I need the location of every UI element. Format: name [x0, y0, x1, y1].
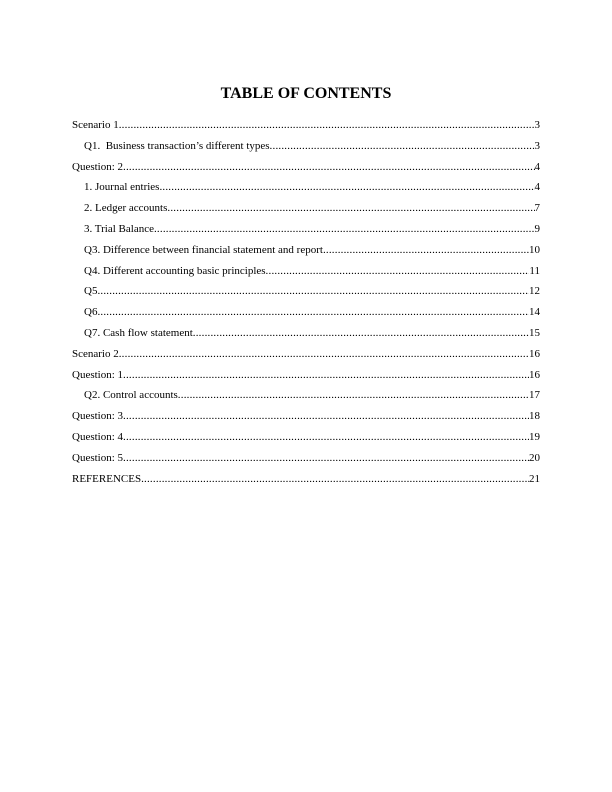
toc-entry[interactable] [72, 385, 540, 406]
toc-dot-leader [123, 427, 529, 448]
toc-entry[interactable] [72, 177, 540, 198]
toc-entry-text: 1. Journal entries [84, 181, 160, 194]
toc-page-number: 18 [529, 410, 540, 423]
toc-entry[interactable] [72, 427, 540, 448]
toc-dot-leader [193, 323, 529, 344]
toc-page-number: 16 [529, 368, 540, 381]
toc-entry-text: REFERENCES [72, 472, 142, 485]
toc-entry-text: Q1. Business transaction’s different types [84, 139, 270, 152]
toc-dot-leader [97, 302, 529, 323]
toc-list [72, 115, 540, 489]
toc-entry-text: Q3. Difference between financial statement and report [84, 243, 323, 256]
toc-dot-leader [97, 281, 529, 302]
toc-page-number: 20 [529, 451, 540, 464]
toc-entry[interactable] [72, 469, 540, 490]
toc-entry-text: Q5 [84, 285, 98, 298]
toc-page-number: 7 [534, 202, 540, 215]
toc-entry[interactable] [72, 448, 540, 469]
toc-entry-text: 2. Ledger accounts [84, 202, 168, 215]
toc-dot-leader [123, 157, 534, 178]
toc-entry-text: 3. Trial Balance [84, 222, 154, 235]
toc-page-number: 4 [534, 160, 540, 173]
toc-entry[interactable] [72, 344, 540, 365]
toc-page-number: 12 [529, 285, 540, 298]
toc-entry[interactable] [72, 198, 540, 219]
toc-entry[interactable] [72, 157, 540, 178]
toc-dot-leader [119, 115, 535, 136]
toc-entry[interactable] [72, 219, 540, 240]
toc-entry-text: Question: 2 [72, 160, 124, 173]
toc-page-number: 9 [534, 222, 540, 235]
toc-page-number: 11 [529, 264, 540, 277]
toc-dot-leader [119, 344, 529, 365]
toc-entry[interactable] [72, 365, 540, 386]
toc-page-number: 19 [529, 430, 540, 443]
toc-entry[interactable] [72, 115, 540, 136]
toc-dot-leader [159, 177, 534, 198]
toc-entry[interactable] [72, 136, 540, 157]
toc-dot-leader [270, 136, 535, 157]
toc-page-number: 4 [534, 181, 540, 194]
toc-page-number: 3 [534, 139, 540, 152]
toc-page-number: 14 [529, 306, 540, 319]
toc-page-number: 21 [529, 472, 540, 485]
toc-entry[interactable] [72, 261, 540, 282]
toc-entry[interactable] [72, 323, 540, 344]
toc-dot-leader [266, 261, 530, 282]
toc-entry[interactable] [72, 240, 540, 261]
toc-entry-text: Q7. Cash flow statement [84, 326, 193, 339]
toc-entry[interactable] [72, 281, 540, 302]
toc-entry-text: Q4. Different accounting basic principles [84, 264, 266, 277]
toc-dot-leader [141, 469, 529, 490]
toc-entry-text: Q2. Control accounts [84, 389, 178, 402]
toc-page-number: 3 [534, 119, 540, 131]
toc-dot-leader [323, 240, 529, 261]
toc-page-number: 10 [529, 243, 540, 256]
toc-dot-leader [123, 448, 529, 469]
toc-entry[interactable] [72, 302, 540, 323]
toc-dot-leader [154, 219, 535, 240]
toc-page-number: 17 [529, 389, 540, 402]
toc-page-number: 15 [529, 326, 540, 339]
toc-entry-text: Scenario 2 [72, 347, 119, 360]
toc-entry[interactable] [72, 406, 540, 427]
toc-dot-leader [123, 406, 529, 427]
toc-entry-text: Question: 3 [72, 410, 124, 423]
toc-entry-text: Question: 5 [72, 451, 124, 464]
toc-dot-leader [123, 365, 529, 386]
toc-dot-leader [167, 198, 534, 219]
toc-title: TABLE OF CONTENTS [220, 85, 392, 102]
toc-entry-text: Q6 [84, 306, 98, 319]
toc-page-number: 16 [529, 347, 540, 360]
toc-entry-text: Question: 4 [72, 430, 124, 443]
toc-entry-text: Question: 1 [72, 368, 124, 381]
toc-dot-leader [178, 385, 529, 406]
toc-entry-text: Scenario 1 [72, 119, 119, 131]
